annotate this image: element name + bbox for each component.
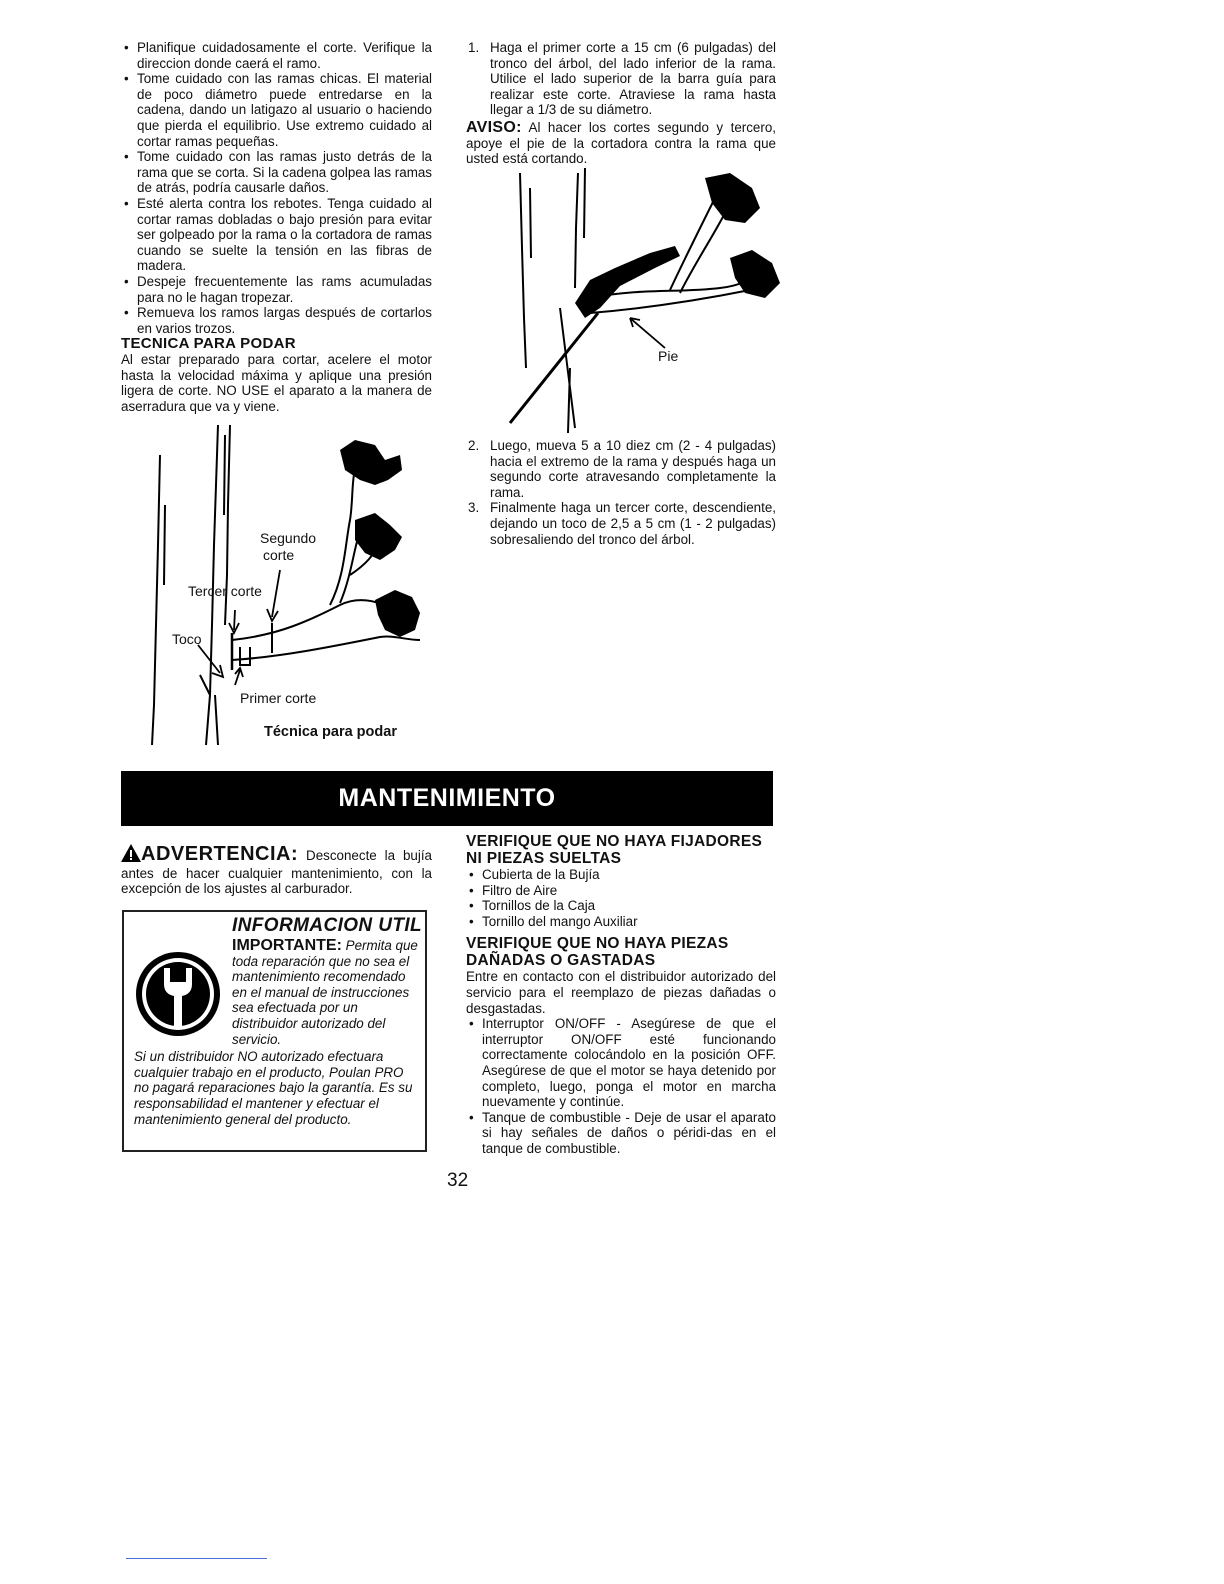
- list-item: • Remueva los ramos largas después de cortarlos en varios trozos.: [121, 305, 432, 336]
- label-corte: corte: [263, 547, 295, 563]
- info-box-importante: [134, 938, 422, 1047]
- list-item: • Tome cuidado con las ramas justo detrás de la rama que se corta. Si la cadena golpea las ramas de atrás, podría causarle daños.: [121, 149, 432, 196]
- info-box-text-2: Si un distribuidor NO autorizado efectuara cualquier trabajo en el producto, Poulan PRO no pagará reparaciones bajo la garantía. Es su responsabilidad el mantener y efectuar el mantenimiento general del producto.: [134, 1049, 413, 1127]
- pruning-technique-figure: [140, 425, 440, 750]
- informacion-util-box: [122, 910, 427, 1152]
- list-item: • Planifique cuidadosamente el corte. Verifique la direccion donde caerá el ramo.: [121, 40, 432, 71]
- label-primer-corte: Primer corte: [240, 690, 317, 706]
- warning-triangle-icon: [121, 844, 141, 866]
- safety-bullet-list: [121, 40, 432, 336]
- list-item: • Tome cuidado con las ramas chicas. El material de poco diámetro puede entredarse en la cadena, dando un latigazo al usuario o haciendo que pierda el equilibrio. Use extremo cuidado al cortar ramas pequeñas.: [121, 71, 432, 149]
- figure-caption: Técnica para podar: [264, 724, 397, 740]
- danadas-list: [466, 1016, 776, 1156]
- list-item: • Cubierta de la Bujía: [466, 867, 776, 883]
- list-item: • Despeje frecuentemente las rams acumuladas para no le hagan tropezar.: [121, 274, 432, 305]
- importante-label: IMPORTANTE:: [232, 937, 342, 954]
- list-item: [466, 500, 776, 547]
- right-column-maintenance: [466, 833, 776, 1157]
- step-number: 3.: [468, 500, 480, 516]
- aviso: [466, 120, 776, 167]
- advertencia-label: ADVERTENCIA:: [141, 843, 299, 865]
- list-item: [466, 438, 776, 500]
- sueltas-list: [466, 867, 776, 929]
- advertencia-block: [121, 844, 432, 897]
- left-column: [121, 40, 432, 415]
- aviso-text: Al hacer los cortes segundo y tercero, apoye el pie de la cortadora contra la rama que usted está cortando.: [466, 119, 777, 167]
- tecnica-text: Al estar preparado para cortar, acelere el motor hasta la velocidad máxima y aplique una presión ligera de corte. NO USE el aparato a la manera de aserradura que va y viene.: [121, 352, 432, 415]
- right-column: [466, 40, 776, 167]
- footer-rule: [126, 1558, 267, 1559]
- list-item: • Esté alerta contra los rebotes. Tenga cuidado al cortar ramas dobladas o bajo presión para evitar ser golpeado por la rama o la cortadora de ramas cuando se suelte la tensión en las fibras de madera.: [121, 196, 432, 274]
- label-pie: Pie: [658, 348, 679, 364]
- steps-list-2: [466, 438, 776, 547]
- label-segundo: Segundo: [260, 530, 317, 546]
- danadas-text: Entre en contacto con el distribuidor autorizado del servicio para el reemplazo de piezas dañadas o desgastadas.: [466, 969, 776, 1016]
- verifique-danadas-heading: VERIFIQUE QUE NO HAYA PIEZAS DAÑADAS O GASTADAS: [466, 935, 729, 970]
- list-item: • Tornillos de la Caja: [466, 898, 776, 914]
- mantenimiento-banner: MANTENIMIENTO: [121, 771, 773, 826]
- pole-saw-foot-figure: [490, 168, 790, 438]
- right-column-steps: [466, 438, 776, 547]
- step-text: Luego, mueva 5 a 10 diez cm (2 - 4 pulgadas) hacia el extremo de la rama y después haga un segundo corte atravesando completamente la rama.: [490, 438, 776, 500]
- step-text: Haga el primer corte a 15 cm (6 pulgadas) del tronco del árbol, del lado inferior de la rama. Utilice el lado superior de la barra guía para realizar este corte. Atraviese la rama hasta llegar a 1/3 de su diámetro.: [490, 40, 776, 118]
- info-box-title: INFORMACION UTIL: [232, 915, 423, 936]
- tecnica-heading: TECNICA PARA PODAR: [121, 335, 296, 353]
- list-item: • Filtro de Aire: [466, 883, 776, 899]
- step-text: Finalmente haga un tercer corte, descendiente, dejando un toco de 2,5 a 5 cm (1 - 2 pulgadas) sobresaliendo del tronco del árbol.: [490, 500, 776, 547]
- list-item: [466, 40, 776, 118]
- page-number: 32: [447, 1170, 469, 1191]
- label-tercer-corte: Tercer corte: [188, 583, 262, 599]
- advertencia-text: Desconecte la bujía antes de hacer cualquier mantenimiento, con la excepción de los ajustes al carburador.: [121, 848, 432, 897]
- list-item: • Tanque de combustible - Deje de usar el aparato si hay señales de daños o péridi-das en el tanque de combustible.: [466, 1110, 776, 1157]
- steps-list-1: [466, 40, 776, 118]
- step-number: 1.: [468, 40, 480, 55]
- list-item: • Tornillo del mango Auxiliar: [466, 914, 776, 930]
- info-box-text-1: Permita que toda reparación que no sea el mantenimiento recomendado en el manual de instrucciones sea efectuada por un distribuidor autorizado del servicio.: [232, 938, 418, 1047]
- step-number: 2.: [468, 438, 480, 453]
- label-toco: Toco: [172, 631, 202, 647]
- advertencia-paragraph: [121, 844, 432, 897]
- verifique-sueltas-heading: VERIFIQUE QUE NO HAYA FIJADORES NI PIEZAS SUELTAS: [466, 833, 763, 867]
- list-item: • Interruptor ON/OFF - Asegúrese de que el interruptor ON/OFF esté funcionando correctamente colocándolo en la posición OFF. Asegúrese de que el motor se haya detenido por completo, luego, ponga el motor en marcha nuevamente y continúe.: [466, 1016, 776, 1110]
- info-box-text: [134, 938, 422, 1127]
- aviso-label: AVISO:: [466, 118, 522, 136]
- pole-saw-illustration: [490, 168, 790, 438]
